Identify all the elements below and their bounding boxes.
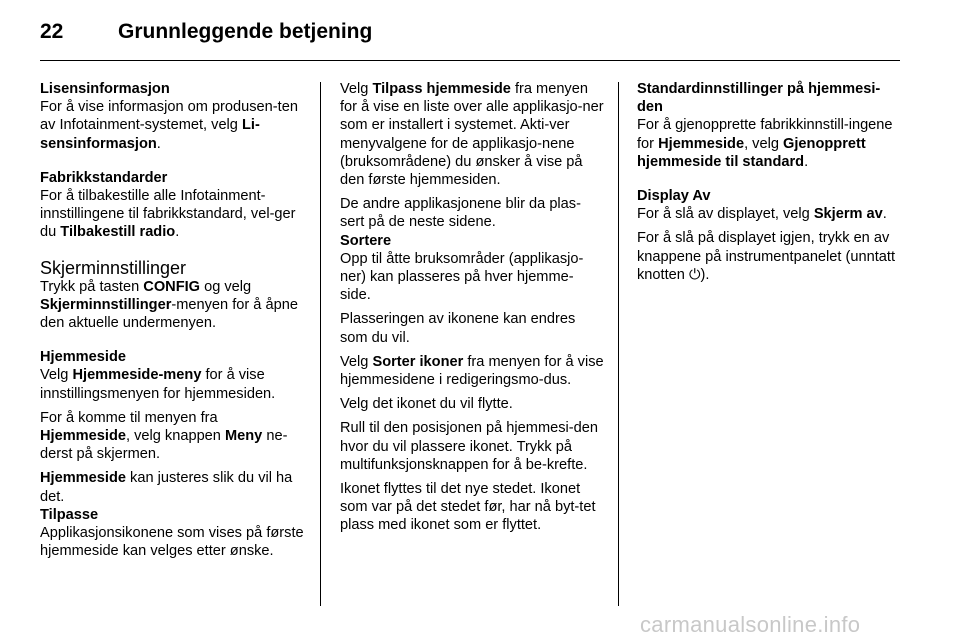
paragraph-rull: Rull til den posisjonen på hjemmesi-den hvor du vil plassere ikonet. Trykk på multifunksjonsknappen for å be-krefte. xyxy=(340,420,598,473)
watermark: carmanualsonline.info xyxy=(640,612,861,637)
paragraph-fabrikk: For å tilbakestille alle Infotainment-innstillingene til fabrikkstandard, vel-ger du Tilbakestill radio. xyxy=(40,188,296,241)
paragraph-display-av: For å slå av displayet, velg Skjerm av. xyxy=(637,206,887,223)
heading-standardinnstillinger: Standardinnstillinger på hjemmesi-den xyxy=(637,81,881,116)
heading-skjerminnstillinger: Skjerminnstillinger xyxy=(40,257,187,278)
paragraph-hjem-2: For å komme til menyen fra Hjemmeside, velg knappen Meny ne-derst på skjermen. xyxy=(40,409,288,463)
paragraph-velg-ikon: Velg det ikonet du vil flytte. xyxy=(340,396,513,413)
paragraph-andre-applikasjoner: De andre applikasjonene blir da plas-sert på de neste sidene. xyxy=(340,196,581,231)
page-number: 22 xyxy=(40,20,64,43)
heading-fabrikkstandarder: Fabrikkstandarder xyxy=(40,169,168,186)
paragraph-plassering: Plasseringen av ikonene kan endres som du vil. xyxy=(340,311,576,346)
heading-lisensinformasjon: Lisensinformasjon xyxy=(40,81,170,97)
paragraph-lisens: For å vise informasjon om produsen-ten av Infotainment-systemet, velg Li-sensinformasjon. xyxy=(40,99,298,152)
paragraph-tilpasse: Applikasjonsikonene som vises på første hjemmeside kan velges etter ønske. xyxy=(40,525,304,560)
paragraph-display-pa: For å slå på displayet igjen, trykk en av knappene på instrumentpanelet (unntatt knotten ⏻). xyxy=(637,230,896,283)
heading-tilpasse: Tilpasse xyxy=(40,506,99,523)
paragraph-ikonet-flyttes: Ikonet flyttes til det nye stedet. Ikonet som var på det stedet før, har nå byt-tet plass med ikonet som er flyttet. xyxy=(340,481,596,534)
power-icon: ⏻ xyxy=(688,266,701,283)
header-rule xyxy=(40,60,900,61)
heading-display-av: Display Av xyxy=(637,188,711,205)
paragraph-tilpass-hjemmeside: Velg Tilpass hjemmeside fra menyen for å vise en liste over alle applikasjo-ner som er installert i systemet. Akti-ver menyvalgene for de applikasjo-nene (bruksområdene) du ønsker å vise på den første hjemmesiden. xyxy=(340,81,604,189)
column-divider-2 xyxy=(618,82,619,606)
paragraph-sortere: Opp til åtte bruksområder (applikasjo-ner) kan plasseres på hver hjemme-side. xyxy=(340,250,584,304)
paragraph-hjem-3: Hjemmeside kan justeres slik du vil ha det. xyxy=(40,470,293,505)
heading-sortere: Sortere xyxy=(340,232,392,249)
paragraph-standardinnstillinger: For å gjenopprette fabrikkinnstill-ingene for Hjemmeside, velg Gjenopprett hjemmeside til standard. xyxy=(637,117,893,170)
paragraph-sorter-ikoner: Velg Sorter ikoner fra menyen for å vise hjemmesidene i redigeringsmo-dus. xyxy=(340,353,604,389)
column-1 xyxy=(40,80,308,560)
column-divider-1 xyxy=(320,82,321,606)
column-2 xyxy=(340,80,604,535)
page-title: Grunnleggende betjening xyxy=(118,20,373,43)
heading-hjemmeside: Hjemmeside xyxy=(40,349,126,366)
paragraph-skjerm: Trykk på tasten CONFIG og velg Skjerminnstillinger-menyen for å åpne den aktuelle undermenyen. xyxy=(40,278,298,332)
paragraph-hjem-1: Velg Hjemmeside-meny for å vise innstillingsmenyen for hjemmesiden. xyxy=(40,367,276,402)
column-3 xyxy=(637,80,901,284)
